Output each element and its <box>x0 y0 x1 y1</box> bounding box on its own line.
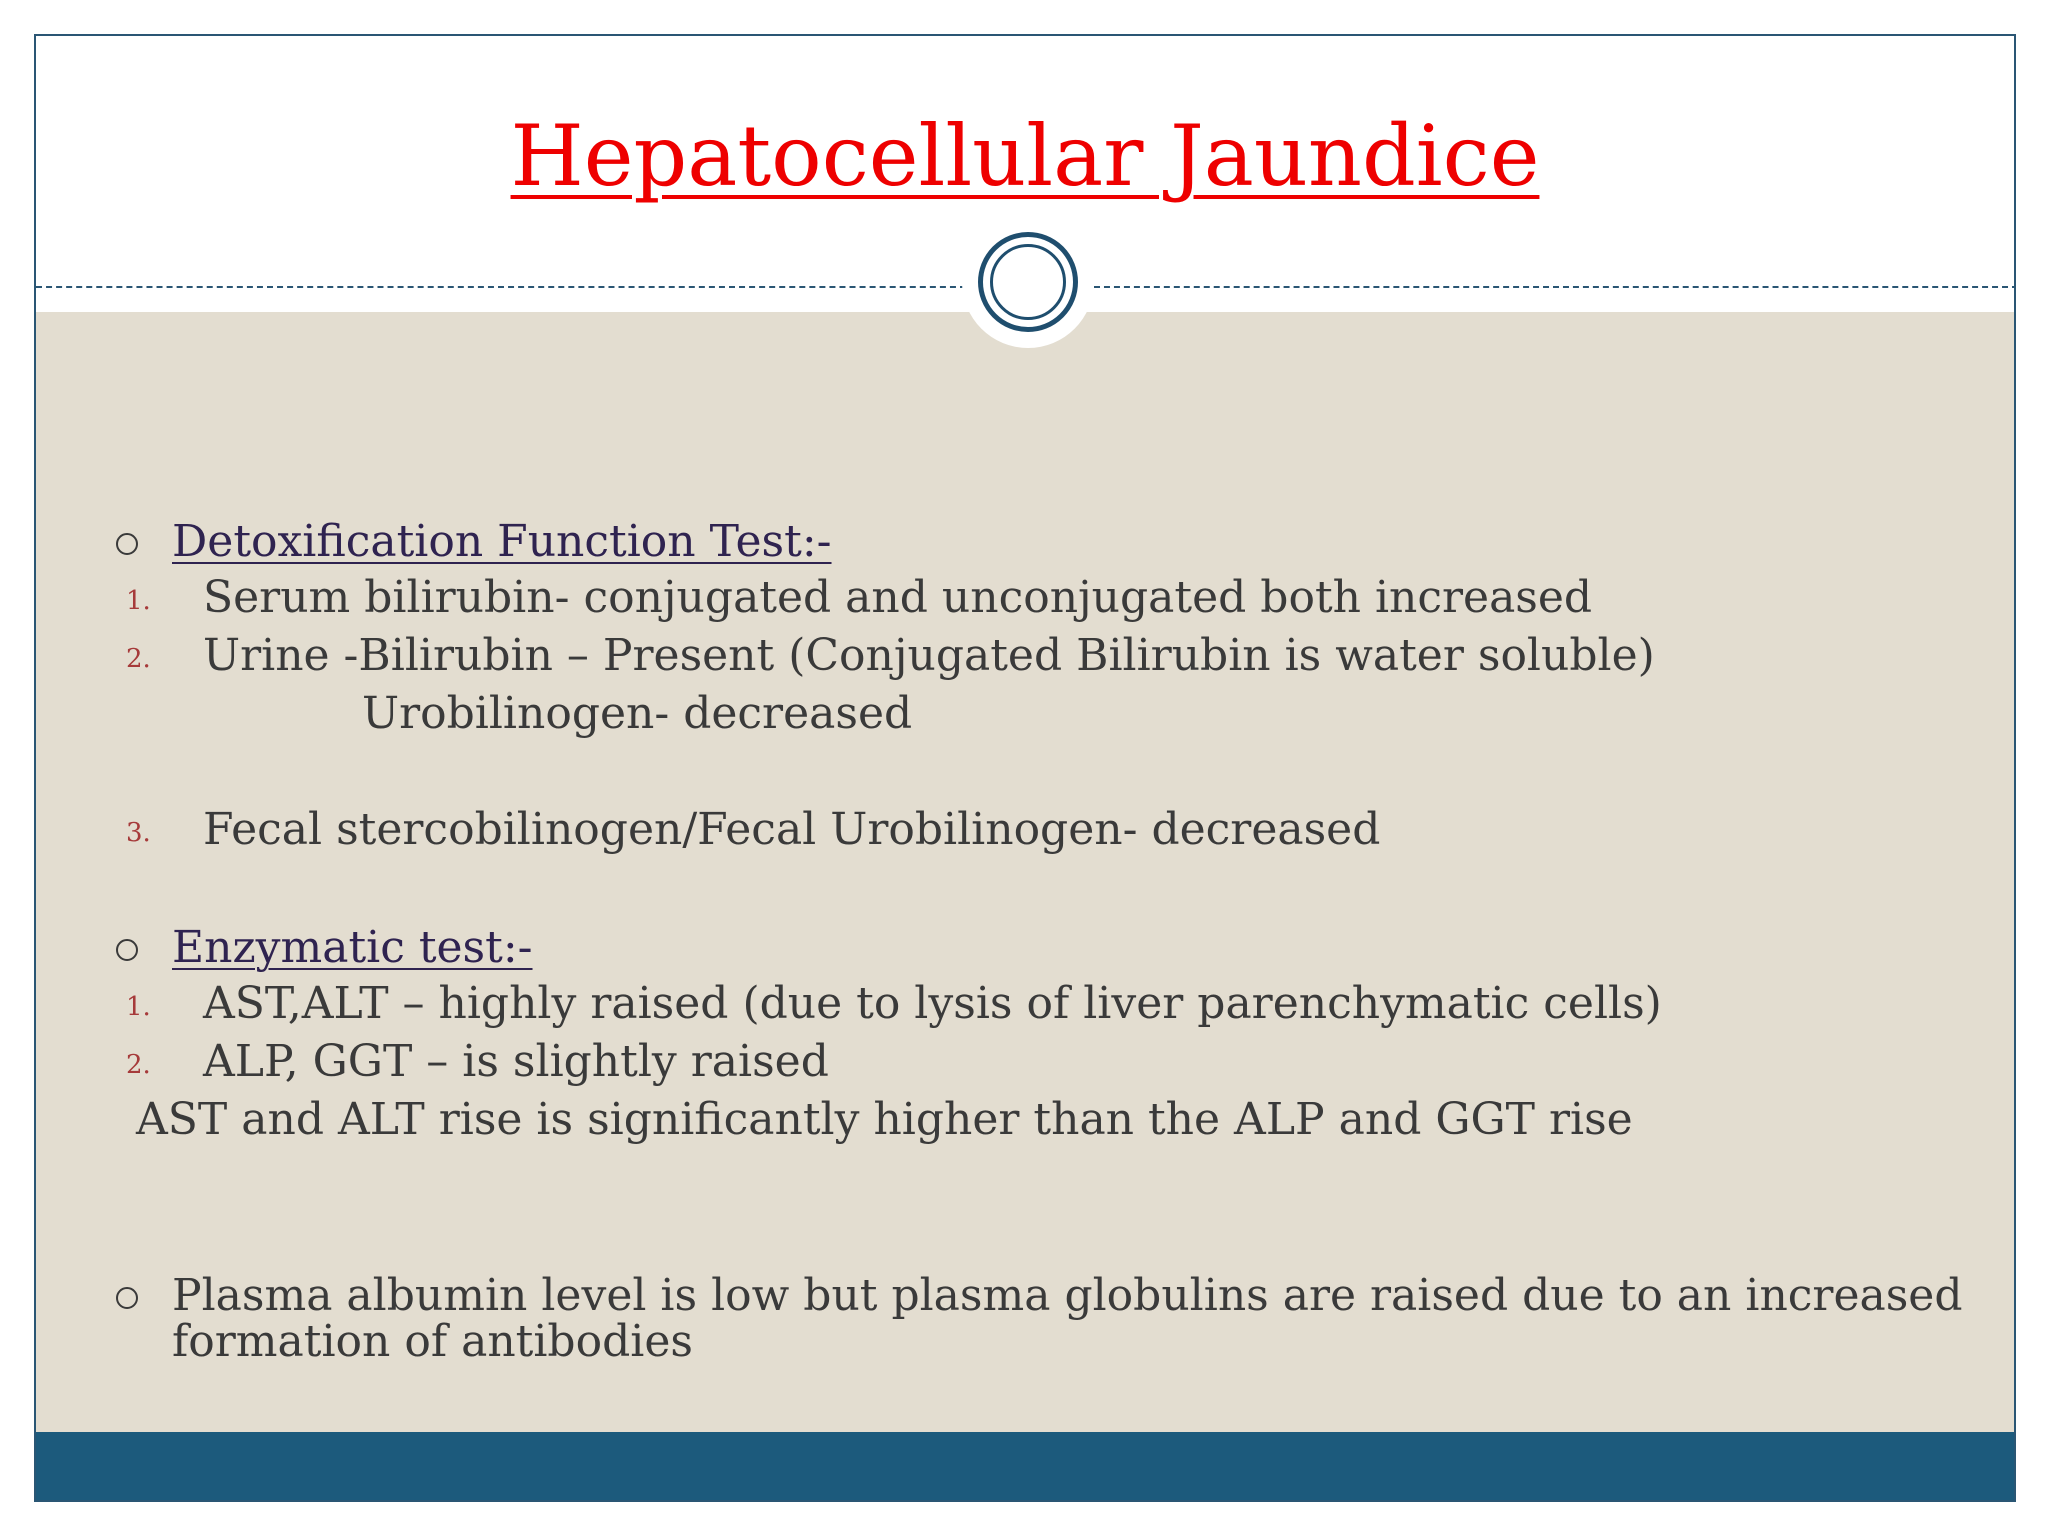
detox-item-2-continuation: Urobilinogen- decreased <box>362 688 913 739</box>
detox-heading: Detoxification Function Test:- <box>172 516 832 567</box>
slide-content <box>36 36 2014 1500</box>
detox-item-1-text: Serum bilirubin- conjugated and unconjugated both increased <box>203 572 1593 623</box>
enzymatic-item-2-text: ALP, GGT – is slightly raised <box>203 1036 829 1087</box>
enzymatic-heading: Enzymatic test:- <box>172 922 533 973</box>
enzymatic-item-1-number: 1. <box>126 992 151 1022</box>
enzymatic-note: AST and ALT rise is significantly higher than the ALP and GGT rise <box>136 1094 1633 1145</box>
detox-item-1-number: 1. <box>126 586 151 616</box>
slide-title: Hepatocellular Jaundice <box>510 107 1540 205</box>
detox-item-2-number: 2. <box>126 644 151 674</box>
albumin-line-2: formation of antibodies <box>172 1316 693 1367</box>
detox-item-3-text: Fecal stercobilinogen/Fecal Urobilinogen- decreased <box>203 804 1381 855</box>
hollow-bullet-icon <box>116 939 138 961</box>
detox-item-2-text: Urine -Bilirubin – Present (Conjugated Bilirubin is water soluble) <box>203 630 1655 681</box>
enzymatic-item-1-text: AST,ALT – highly raised (due to lysis of liver parenchymatic cells) <box>203 978 1662 1029</box>
slide <box>34 34 2016 1502</box>
albumin-line-1: Plasma albumin level is low but plasma globulins are raised due to an increased <box>172 1270 1963 1321</box>
detox-item-3-number: 3. <box>126 818 151 848</box>
hollow-bullet-icon <box>116 533 138 555</box>
hollow-bullet-icon <box>116 1287 138 1309</box>
enzymatic-item-2-number: 2. <box>126 1050 151 1080</box>
